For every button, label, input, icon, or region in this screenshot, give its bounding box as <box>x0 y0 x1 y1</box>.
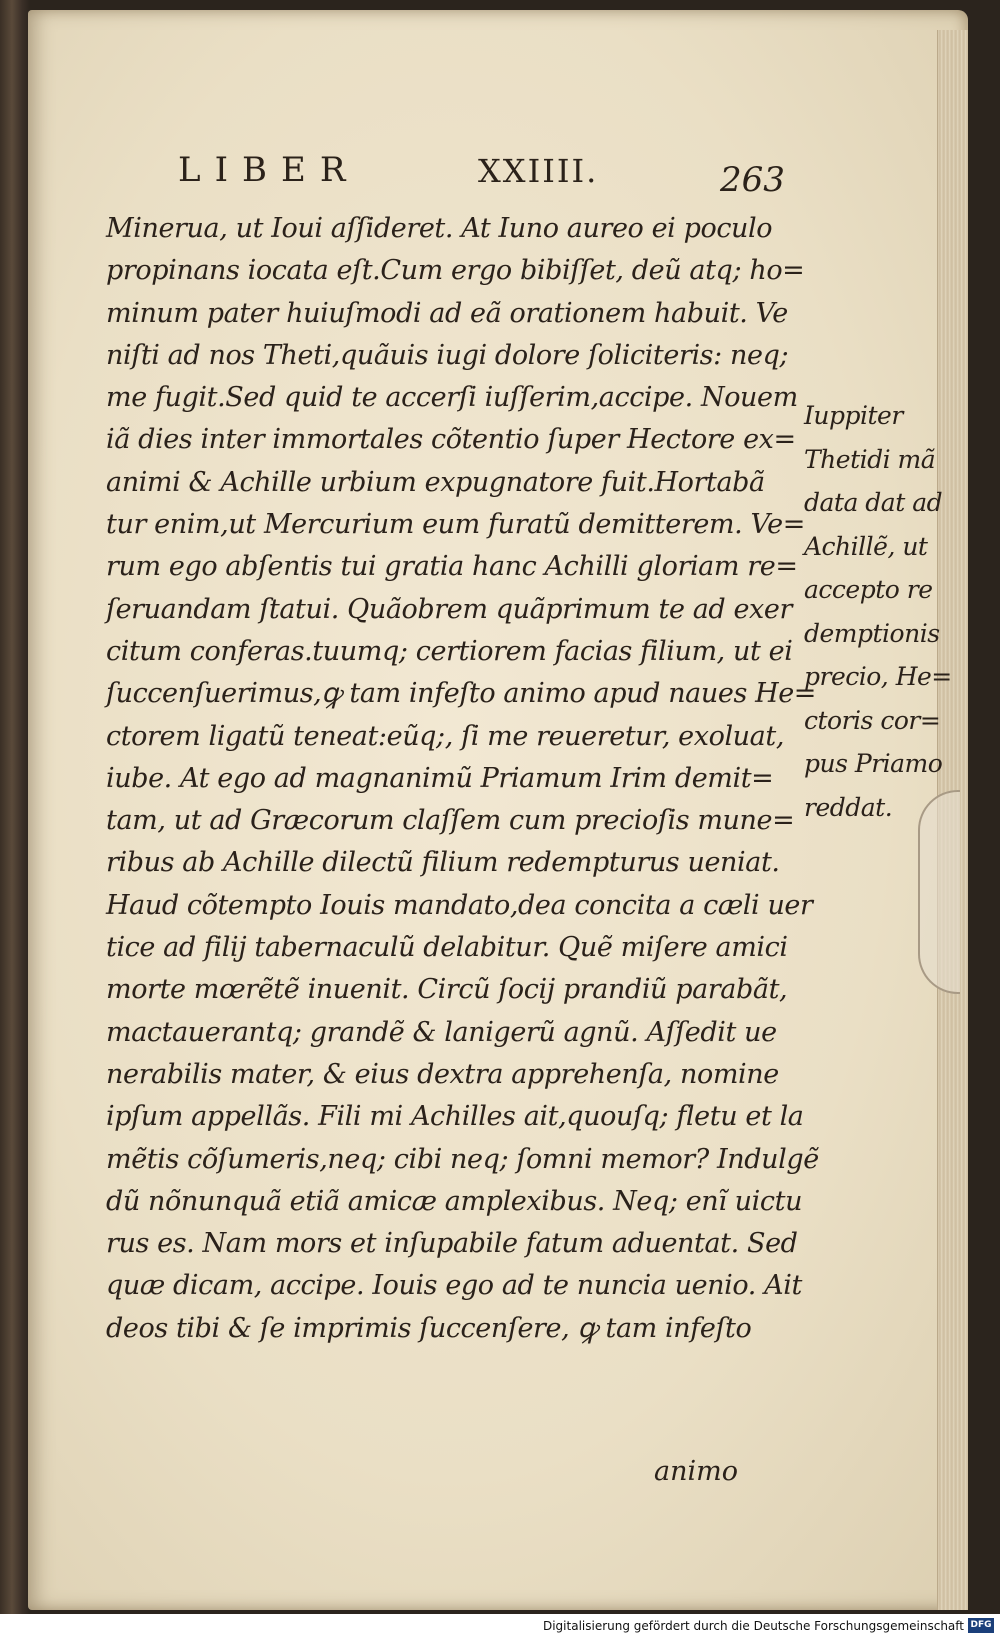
paper-page <box>28 10 968 1610</box>
text-line: tur enim,ut Mercurium eum furatũ demitterem. Ve= <box>106 509 805 541</box>
text-line: rus es. Nam mors et inſupabile fatum aduentat. Sed <box>106 1228 798 1260</box>
running-title: LIBER <box>178 150 360 190</box>
text-line: ſuccenſuerimus,ꝙ tam infeſto animo apud naues He= <box>106 678 817 710</box>
margin-note-line: data dat ad <box>804 488 943 517</box>
text-line: me fugit.Sed quid te accerſi iuſſerim,accipe. Nouem <box>106 382 798 414</box>
text-line: ſeruandam ſtatui. Quãobrem quãprimum te ad exer <box>106 593 792 625</box>
margin-note-line: reddat. <box>804 792 893 822</box>
margin-note-line: Iuppiter <box>804 401 903 430</box>
text-line: ctorem ligatũ teneat:eũq;, ſi me reueretur, exoluat, <box>106 720 784 752</box>
margin-note-line: demptionis <box>804 618 940 648</box>
text-line: mactauerantq; grandẽ & lanigerũ agnũ. Aſſedit ue <box>106 1016 777 1048</box>
text-line: nerabilis mater, & eius dextra apprehenſa, nomine <box>106 1058 779 1090</box>
text-line: iube. At ego ad magnanimũ Priamum Irim demit= <box>106 762 774 794</box>
text-line: iã dies inter immortales cõtentio ſuper Hectore ex= <box>106 424 796 456</box>
text-line: morte mœrẽtẽ inuenit. Circũ ſocij prandiũ parabãt, <box>106 974 788 1006</box>
text-line: deos tibi & ſe imprimis ſuccenſere, ꝙ tam infeſto <box>106 1312 752 1344</box>
book-number: XXIIII. <box>478 152 599 190</box>
margin-note-line: accepto re <box>804 575 933 604</box>
catchword: animo <box>654 1456 738 1487</box>
text-line: ribus ab Achille dilectũ filium redempturus ueniat. <box>106 847 780 879</box>
main-text <box>106 208 819 1350</box>
margin-note-line: Thetidi mã <box>804 444 936 474</box>
text-line: minum pater huiuſmodi ad eã orationem habuit. Ve <box>106 297 788 329</box>
margin-note-line: Achillẽ, ut <box>804 531 928 561</box>
text-line: animi & Achille urbium expugnatore fuit.Hortabã <box>106 466 765 498</box>
running-header <box>178 150 818 200</box>
text-line: Minerua, ut Ioui aſſideret. At Iuno aureo ei poculo <box>106 213 773 244</box>
dfg-logo: DFG <box>968 1618 994 1633</box>
funding-credit: Digitalisierung gefördert durch die Deutsche Forschungsgemeinschaft <box>542 1619 964 1633</box>
text-line: Haud cõtempto Iouis mandato,dea concita a cæli uer <box>106 889 813 921</box>
page-number: 263 <box>720 160 785 200</box>
text-line: dũ nõnunquã etiã amicæ amplexibus. Neq; enĩ uictu <box>106 1185 803 1217</box>
text-line: tam, ut ad Græcorum claſſem cum precioſis mune= <box>106 805 795 837</box>
margin-note-line: pus Priamo <box>804 749 943 778</box>
text-line: ipſum appellãs. Fili mi Achilles ait,quouſq; fletu et la <box>106 1101 804 1133</box>
text-line: mẽtis cõſumeris,neq; cibi neq; ſomni memor? Indulgẽ <box>106 1143 819 1175</box>
margin-note-line: ctoris cor= <box>804 705 941 735</box>
digitization-footer <box>0 1614 1000 1639</box>
text-line: rum ego abſentis tui gratia hanc Achilli gloriam re= <box>106 551 798 583</box>
margin-note <box>804 394 994 829</box>
margin-note-line: precio, He= <box>804 662 952 691</box>
text-line: tice ad filij tabernaculũ delabitur. Quẽ miſere amici <box>106 932 788 964</box>
text-line: citum conferas.tuumq; certiorem facias filium, ut ei <box>106 635 793 667</box>
text-line: niſti ad nos Theti,quãuis iugi dolore ſoliciteris: neq; <box>106 339 789 371</box>
text-line: propinans iocata eſt.Cum ergo bibiſſet, deũ atq; ho= <box>106 255 805 287</box>
text-line: quæ dicam, accipe. Iouis ego ad te nuncia uenio. Ait <box>106 1270 802 1302</box>
